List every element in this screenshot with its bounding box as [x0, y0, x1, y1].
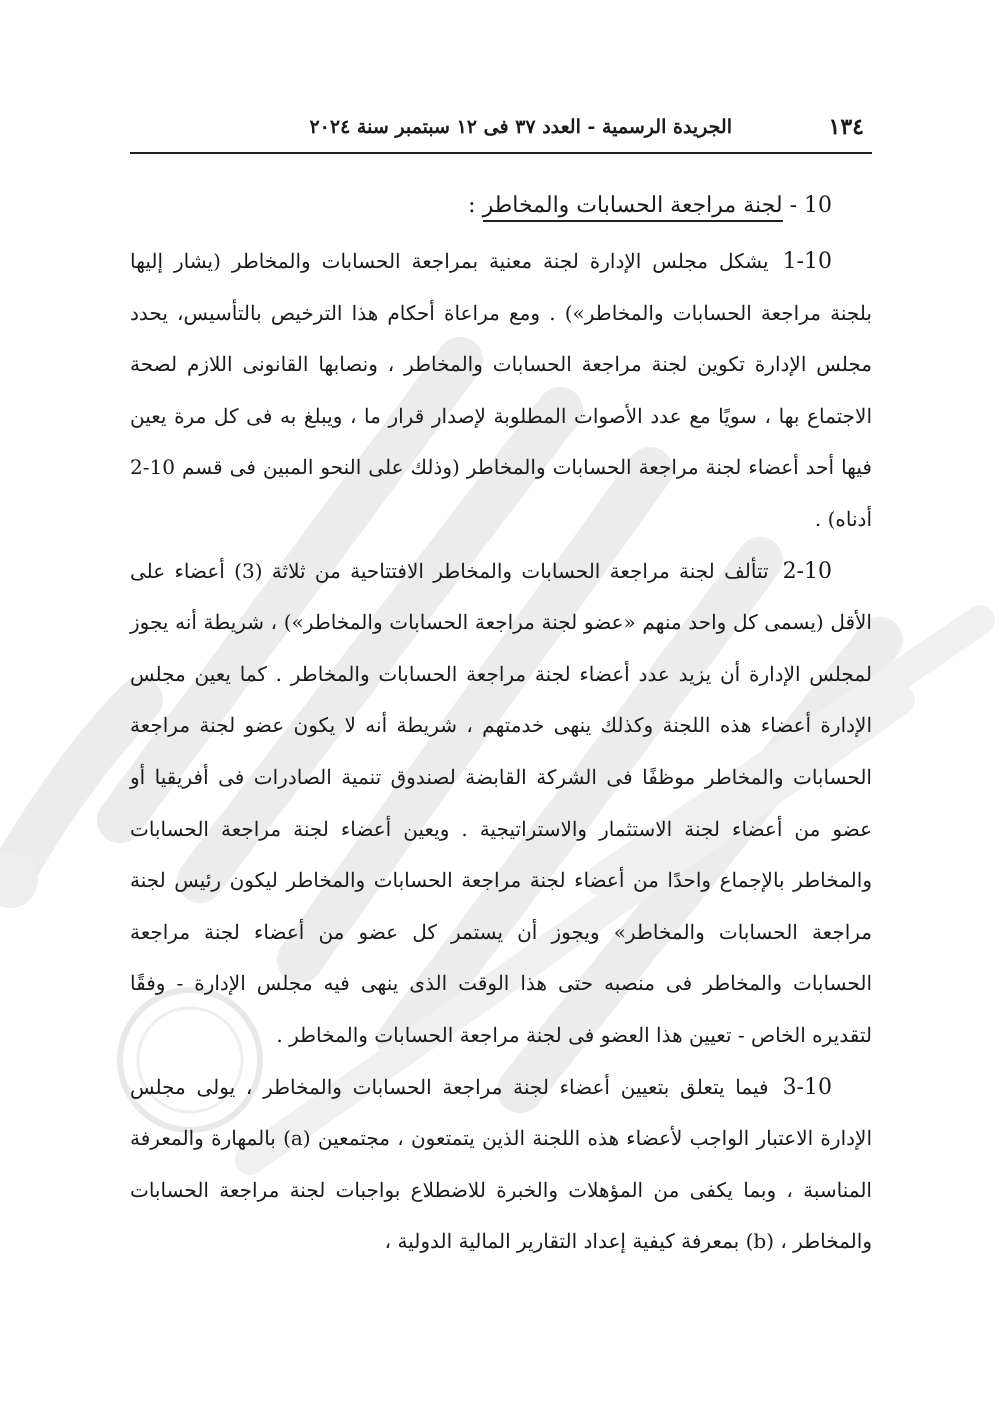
clause-text: يشكل مجلس الإدارة لجنة معنية بمراجعة الحسابات والمخاطر (يشار إليها بلجنة مراجعة الحسابات والمخاطر») . ومع مراعاة أحكام هذا الترخيص بالتأسيس، يحدد مجلس الإدارة تكوين لجنة مراجعة الحسابات والمخاطر ، ونصابها القانونى اللازم لصحة الاجتماع بها ، سويًا مع عدد الأصوات المطلوبة لإصدار قرار ما ، ويبلغ به فى كل مرة يعين فيها أحد أعضاء لجنة مراجعة الحسابات والمخاطر (وذلك على النحو المبين فى قسم 10-2 أدناه) . [130, 249, 872, 531]
paragraph-3-10 [130, 1062, 872, 1268]
body-text [130, 236, 872, 1268]
section-title: لجنة مراجعة الحسابات والمخاطر [483, 193, 783, 222]
section-number: 10 - [789, 193, 832, 218]
page-header [130, 112, 872, 154]
clause-text: تتألف لجنة مراجعة الحسابات والمخاطر الافتتاحية من ثلاثة (3) أعضاء على الأقل (يسمى كل واحد منهم «عضو لجنة مراجعة الحسابات والمخاطر») ، شريطة أنه يجوز لمجلس الإدارة أن يزيد عدد أعضاء لجنة مراجعة الحسابات والمخاطر . كما يعين مجلس الإدارة أعضاء هذه اللجنة وكذلك ينهى خدمتهم ، شريطة أنه لا يكون عضو لجنة مراجعة الحسابات والمخاطر موظفًا فى الشركة القابضة لصندوق تنمية الصادرات فى أفريقيا أو عضو من أعضاء لجنة الاستثمار والاستراتيجية . ويعين أعضاء لجنة مراجعة الحسابات والمخاطر بالإجماع واحدًا من أعضاء لجنة مراجعة الحسابات والمخاطر ليكون رئيس لجنة مراجعة الحسابات والمخاطر» ويجوز أن يستمر كل عضو من أعضاء لجنة مراجعة الحسابات والمخاطر فى منصبه حتى هذا الوقت الذى ينهى فيه مجلس الإدارة - وفقًا لتقديره الخاص - تعيين هذا العضو فى لجنة مراجعة الحسابات والمخاطر . [130, 558, 872, 1047]
gazette-title: الجريدة الرسمية - العدد ٣٧ فى ١٢ سبتمبر سنة ٢٠٢٤ [309, 116, 732, 138]
clause-number: 3-10 [782, 1074, 832, 1100]
paragraph-1-10 [130, 236, 872, 546]
section-colon: : [468, 193, 476, 218]
clause-number: 1-10 [782, 249, 832, 274]
page-number: ١٣٤ [828, 114, 864, 140]
clause-number: 2-10 [782, 558, 832, 584]
clause-text: فيما يتعلق بتعيين أعضاء لجنة مراجعة الحسابات والمخاطر ، يولى مجلس الإدارة الاعتبار الواجب لأعضاء هذه اللجنة الذين يتمتعون ، مجتمعين (a) بالمهارة والمعرفة المناسبة ، وبما يكفى من المؤهلات والخبرة للاضطلاع بواجبات لجنة مراجعة الحسابات والمخاطر ، (b) بمعرفة كيفية إعداد التقارير المالية الدولية ، [130, 1074, 872, 1254]
paragraph-2-10 [130, 546, 872, 1062]
section-heading [468, 186, 832, 226]
